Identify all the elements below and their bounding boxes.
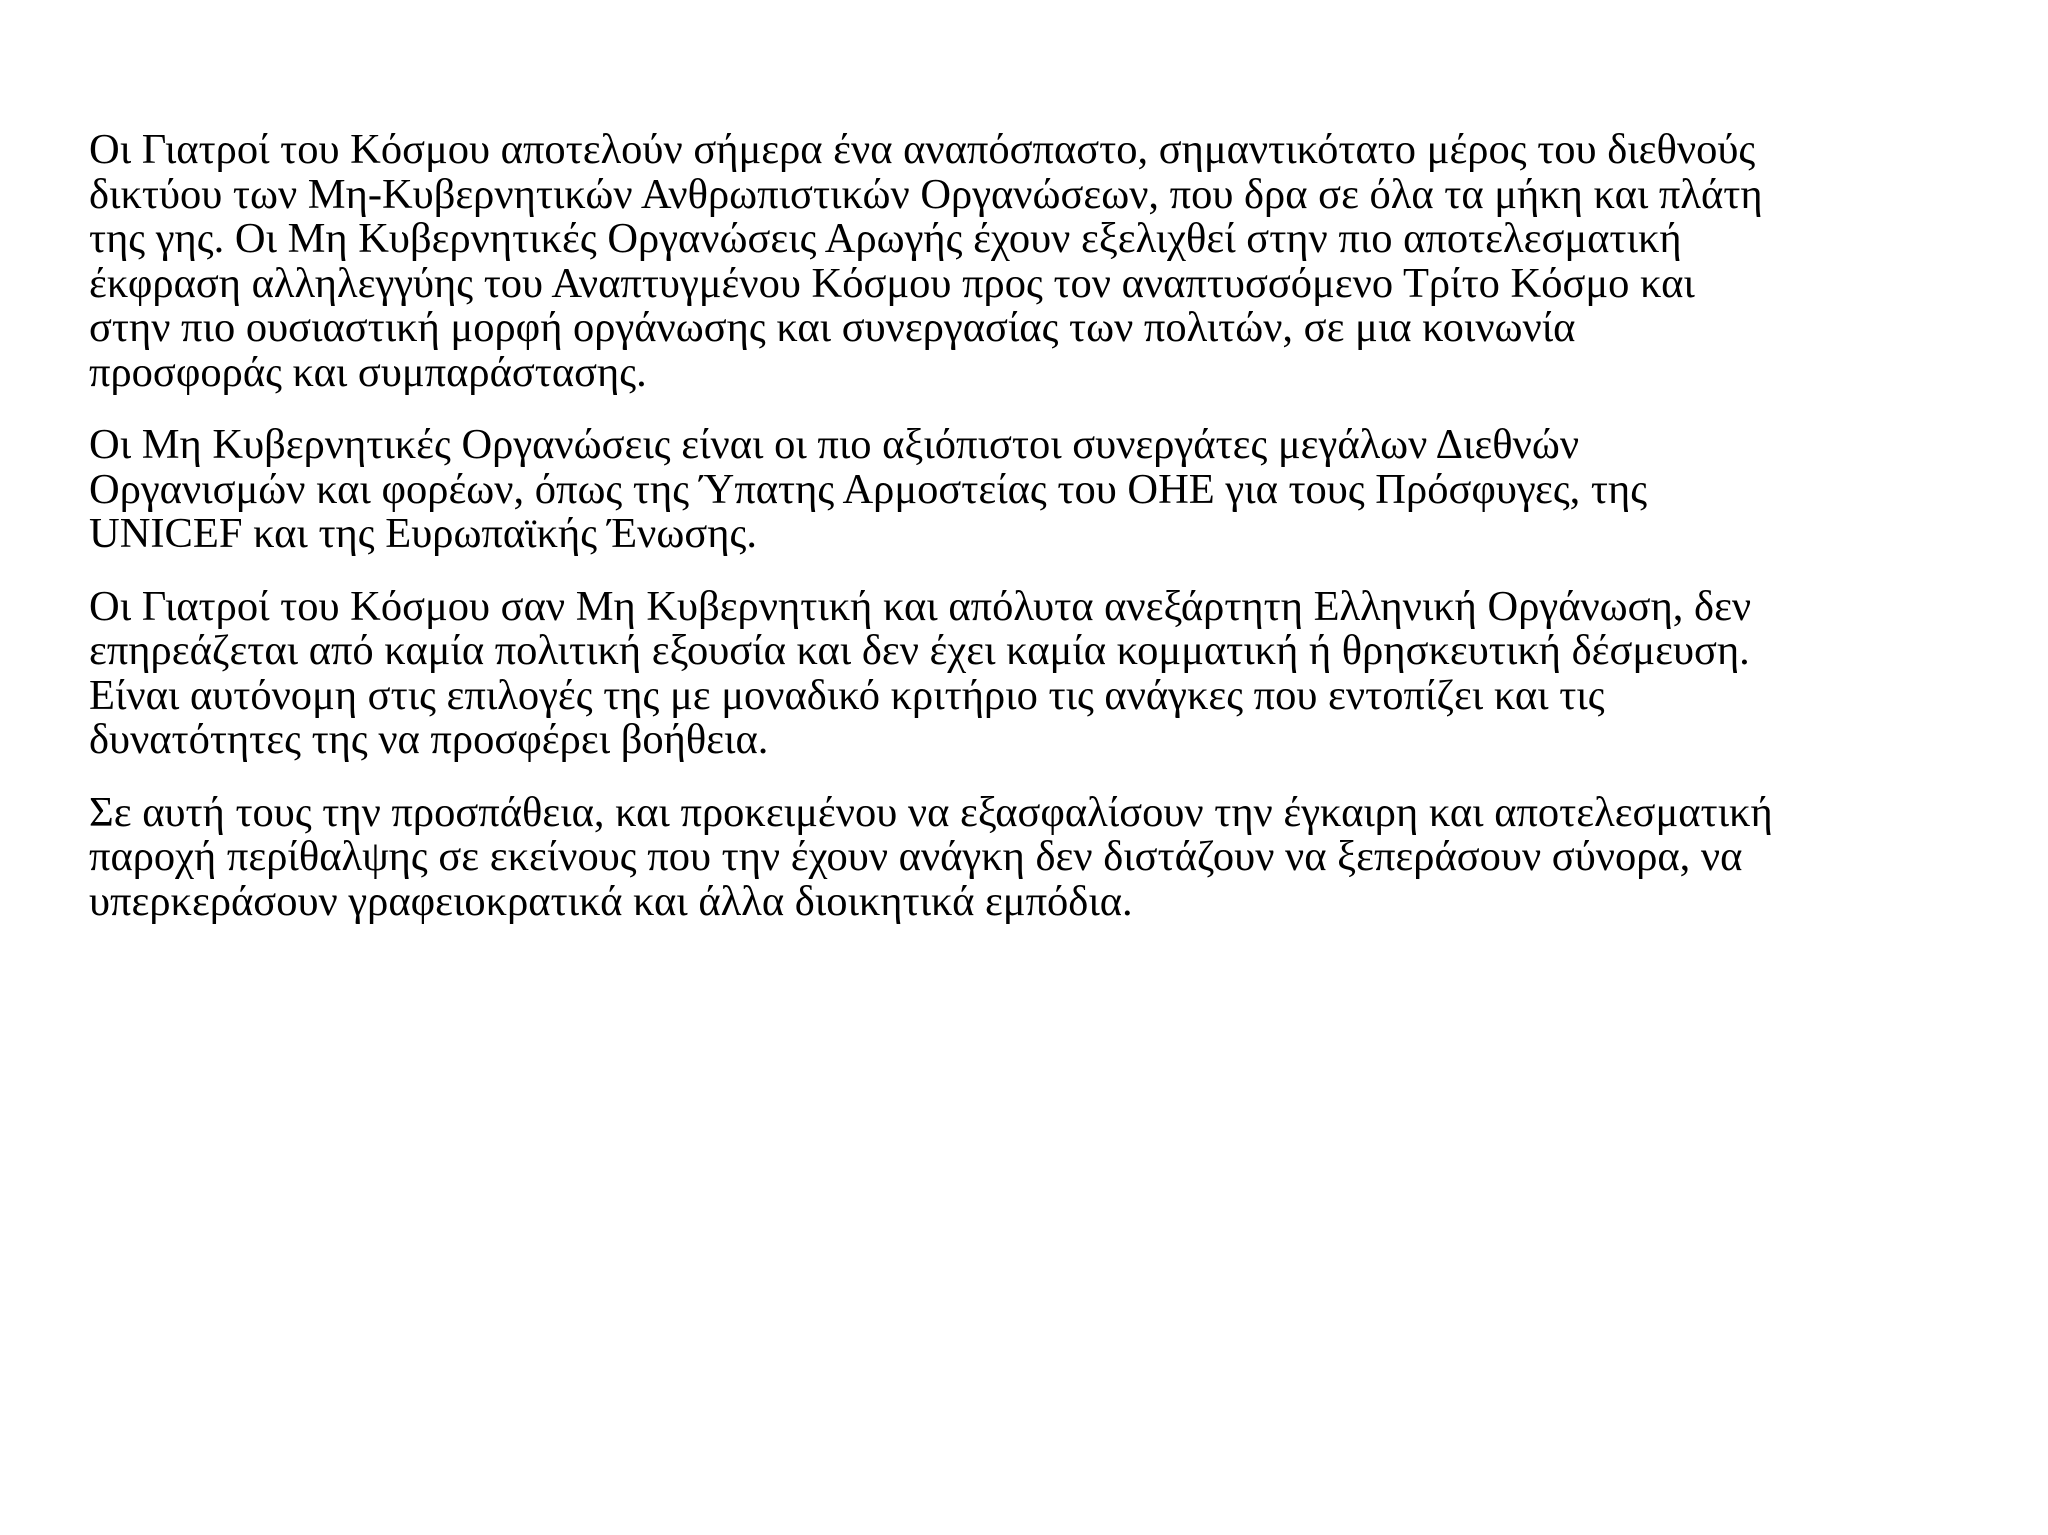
paragraph-line: έκφραση αλληλεγγύης του Αναπτυγμένου Κόσμου προς τον αναπτυσσόμενο Τρίτο Κόσμο και	[89, 259, 1695, 307]
paragraph-line: υπερκεράσουν γραφειοκρατικά και άλλα διοικητικά εμπόδια.	[89, 877, 1133, 925]
paragraph-line: παροχή περίθαλψης σε εκείνους που την έχουν ανάγκη δεν διστάζουν να ξεπεράσουν σύνορα, να	[89, 833, 1743, 880]
paragraph-3	[89, 582, 1989, 763]
paragraph-4	[89, 788, 1989, 925]
paragraph-line: UNICEF και της Ευρωπαϊκής Ένωσης.	[89, 510, 757, 557]
paragraph-line: Οι Μη Κυβερνητικές Οργανώσεις είναι οι πιο αξιόπιστοι συνεργάτες μεγάλων Διεθνών	[89, 421, 1580, 468]
paragraph-line: Είναι αυτόνομη στις επιλογές της με μοναδικό κριτήριο τις ανάγκες που εντοπίζει και τις	[89, 671, 1605, 719]
paragraph-line: δικτύου των Μη-Κυβερνητικών Ανθρωπιστικών Οργανώσεων, που δρα σε όλα τα μήκη και πλάτη	[89, 170, 1763, 218]
paragraph-2	[89, 423, 1989, 557]
paragraph-line: στην πιο ουσιαστική μορφή οργάνωσης και συνεργασίας των πολιτών, σε μια κοινωνία	[89, 304, 1576, 351]
paragraph-line: προσφοράς και συμπαράστασης.	[89, 348, 647, 396]
paragraph-line: δυνατότητες της να προσφέρει βοήθεια.	[89, 716, 769, 763]
paragraph-line: Οι Γιατροί του Κόσμου αποτελούν σήμερα ένα αναπόσπαστο, σημαντικότατο μέρος του διεθνούς	[89, 126, 1756, 173]
paragraph-line: Σε αυτή τους την προσπάθεια, και προκειμένου να εξασφαλίσουν την έγκαιρη και αποτελεσματική	[89, 788, 1773, 836]
paragraph-line: της γης. Οι Μη Κυβερνητικές Οργανώσεις Αρωγής έχουν εξελιχθεί στην πιο αποτελεσματική	[89, 215, 1682, 262]
body-text	[89, 128, 1989, 952]
paragraph-line: Οι Γιατροί του Κόσμου σαν Μη Κυβερνητική και απόλυτα ανεξάρτητη Ελληνική Οργάνωση, δεν	[89, 582, 1752, 630]
paragraph-line: επηρεάζεται από καμία πολιτική εξουσία και δεν έχει καμία κομματική ή θρησκευτική δέσμευση.	[89, 627, 1750, 674]
paragraph-line: Οργανισμών και φορέων, όπως της Ύπατης Αρμοστείας του ΟΗΕ για τους Πρόσφυγες, της	[89, 465, 1648, 513]
paragraph-1	[89, 128, 1989, 395]
